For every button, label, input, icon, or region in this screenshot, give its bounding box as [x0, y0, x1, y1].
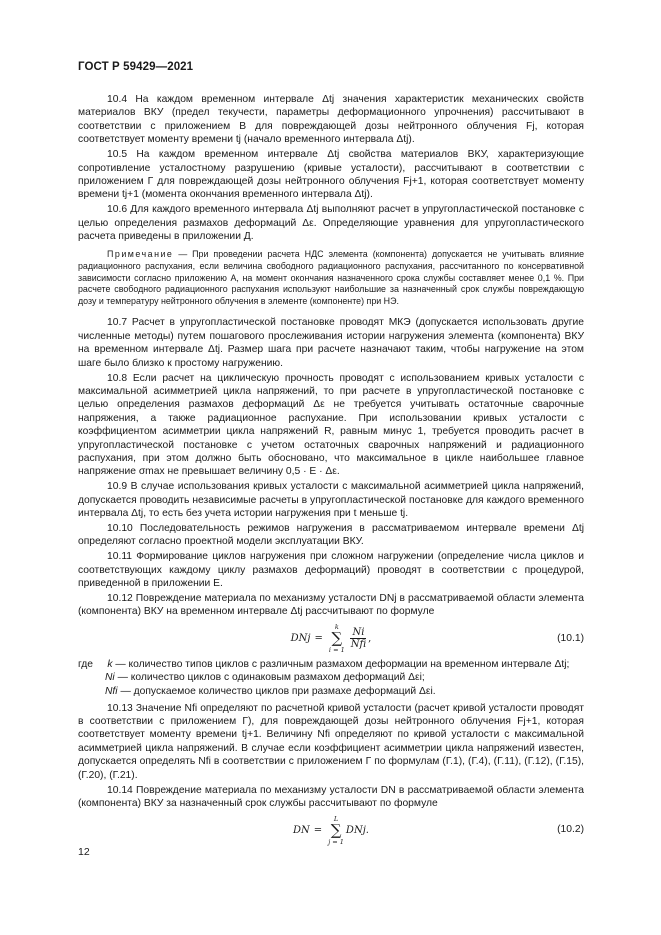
definition-k-text: — количество типов циклов с различным размахом деформации на временном интервале Δtj; — [112, 658, 570, 670]
definitions-where: где — [78, 658, 94, 670]
formula-2-tail: . — [365, 824, 369, 836]
formula-1-sum: k ∑ i = 1 — [328, 623, 345, 655]
paragraph-10-6: 10.6 Для каждого временного интервала Δtj выполняют расчет в упругопластической постановке с целью определения размахов деформаций Δε. Определяющие уравнения для упругопластического расчета приведены в приложении Д. — [78, 204, 584, 243]
formula-1-definitions — [78, 658, 584, 699]
document-header: ГОСТ Р 59429—2021 — [78, 61, 194, 73]
paragraph-10-7: 10.7 Расчет в упругопластической постановке проводят МКЭ (допускается использовать другие численные методы) путем пошагового прослеживания истории нагружения элемента (компонента) ВКУ на временном интервале Δtj. Размер шага при расчете назначают таким, чтобы нагружение на этом шаге было близко к простому нагружению. — [78, 317, 584, 369]
note — [78, 249, 584, 307]
formula-1-sum-upper: k — [334, 623, 339, 632]
formula-2-sum: L ∑ j = 1 — [328, 814, 344, 846]
formula-2-term: DNj — [345, 824, 366, 836]
formula-10-1: DNj = k ∑ i = 1 $\frac{Ni}{\text{Nfi}}$ , (10.1) — [290, 623, 584, 655]
paragraph-10-12: 10.12 Повреждение материала по механизму усталости DNj в рассматриваемой области элемента (компонента) ВКУ на временном интервале Δtj рассчитывают по формуле — [78, 593, 584, 618]
formula-1-tail: , — [368, 633, 372, 645]
definition-ni — [78, 671, 584, 685]
note-text: — При проведении расчета НДС элемента (компонента) допускается не учитывать влияние радиационного распухания, если величина свободного радиационного распухания, рассчитанного по консервативной зависимости согласно приложению А, на момент окончания назначенного срока службы составляет менее 0,1 %. При расчете свободного радиационного распухания используют наибольшие за назначенный срок службы повреждающую дозу и температуру нейтронного облучения в элементе (компоненте) при НЭ. — [78, 249, 584, 306]
formula-1-denominator: Nfi — [350, 639, 367, 651]
page-number: 12 — [78, 846, 90, 858]
page-body — [78, 93, 584, 849]
formula-1-sum-lower: i = 1 — [328, 646, 345, 655]
formula-1-lhs: DNj — [290, 633, 311, 645]
definition-nfi-text: — допускаемое количество циклов при размахе деформаций Δεi. — [117, 686, 436, 698]
formula-2-number: (10.2) — [557, 824, 584, 836]
paragraph-10-13: 10.13 Значение Nfi определяют по расчетной кривой усталости (расчет кривой усталости проводят в соответствии с приложением Г), для повреждающей дозы нейтронного облучения Fj+1, которая соответствует моменту времени tj+1. Величину Nfi определяют по кривой усталости с максимальной асимметрией цикла напряжений. В случае если коэффициент асимметрии цикла напряжений известен, допускается определять Nfi в соответствии с приложением Г по формулам (Г.1), (Г.4), (Г.11), (Г.12), (Г.15), (Г.20), (Г.21). — [78, 702, 584, 781]
formula-2-sum-upper: L — [333, 814, 339, 823]
paragraph-10-4: 10.4 На каждом временном интервале Δtj значения характеристик механических свойств материалов ВКУ (предел текучести, параметры деформационного упрочнения) рассчитывают в соответствии с приложением В для повреждающей дозы нейтронного облучения Fj, которая соответствует моменту времени tj (начало временного интервала Δtj). — [78, 94, 584, 146]
paragraph-10-11: 10.11 Формирование циклов нагружения при сложном нагружении (определение числа циклов и соответствующих каждому циклу размахов деформаций) проводят в соответствии с процедурой, приведенной в приложении Е. — [78, 551, 584, 590]
paragraph-10-8: 10.8 Если расчет на циклическую прочность проводят с использованием кривых усталости с максимальной асимметрией цикла напряжений, то при расчете в упругопластической постановке с целью определения размахов деформаций Δε не требуется учитывать остаточные сварочные напряжения, а также радиационное распухание. При использовании кривых усталости с коэффициентом асимметрии цикла напряжений R, равным минус 1, требуется проводить расчет в упругопластической постановке с учетом остаточных сварочных напряжений и радиационного распухания, при этом должно быть обосновано, что максимальное в цикле наибольшее главное напряжение σmax не превышает величину 0,5 · E · Δε. — [78, 372, 584, 478]
definition-nfi — [78, 685, 584, 699]
paragraph-10-5: 10.5 На каждом временном интервале Δtj свойства материалов ВКУ, характеризующие сопротивление усталостному разрушению (кривые усталости), рассчитывают в соответствии с приложением Г для повреждающей дозы нейтронного облучения Fj+1, которая соответствует моменту времени tj+1 (момента окончания временного интервала Δtj). — [78, 149, 584, 201]
definition-ni-text: — количество циклов с одинаковым размахом деформаций Δεi; — [114, 672, 425, 684]
formula-2-sum-lower: j = 1 — [328, 837, 344, 846]
paragraph-10-14: 10.14 Повреждение материала по механизму усталости DN в рассматриваемой области элемента (компонента) ВКУ за назначенный срок службы рассчитывают по формуле — [78, 784, 584, 809]
paragraph-10-10: 10.10 Последовательность режимов нагружения в рассматриваемом интервале времени Δtj определяют согласно проектной модели эксплуатации ВКУ. — [78, 523, 584, 548]
note-label: Примечание — [107, 249, 174, 260]
paragraph-10-9: 10.9 В случае использования кривых усталости с максимальной асимметрией цикла напряжений, допускается проводить независимые расчеты в упругопластической постановке для каждого временного интервала Δtj, то есть без учета истории нагружения при t меньше tj. — [78, 481, 584, 520]
formula-1-fraction — [349, 627, 368, 650]
formula-10-2: DN = L ∑ j = 1 DNj . (10.2) — [293, 814, 584, 846]
definition-k — [78, 658, 584, 672]
formula-2-lhs: DN — [293, 824, 310, 836]
definition-k-symbol: k — [107, 658, 113, 670]
definition-ni-symbol: Ni — [105, 672, 115, 684]
formula-1-number: (10.1) — [557, 632, 584, 644]
definition-nfi-symbol: Nfi — [105, 686, 118, 698]
formula-1-numerator: Ni — [352, 627, 365, 639]
